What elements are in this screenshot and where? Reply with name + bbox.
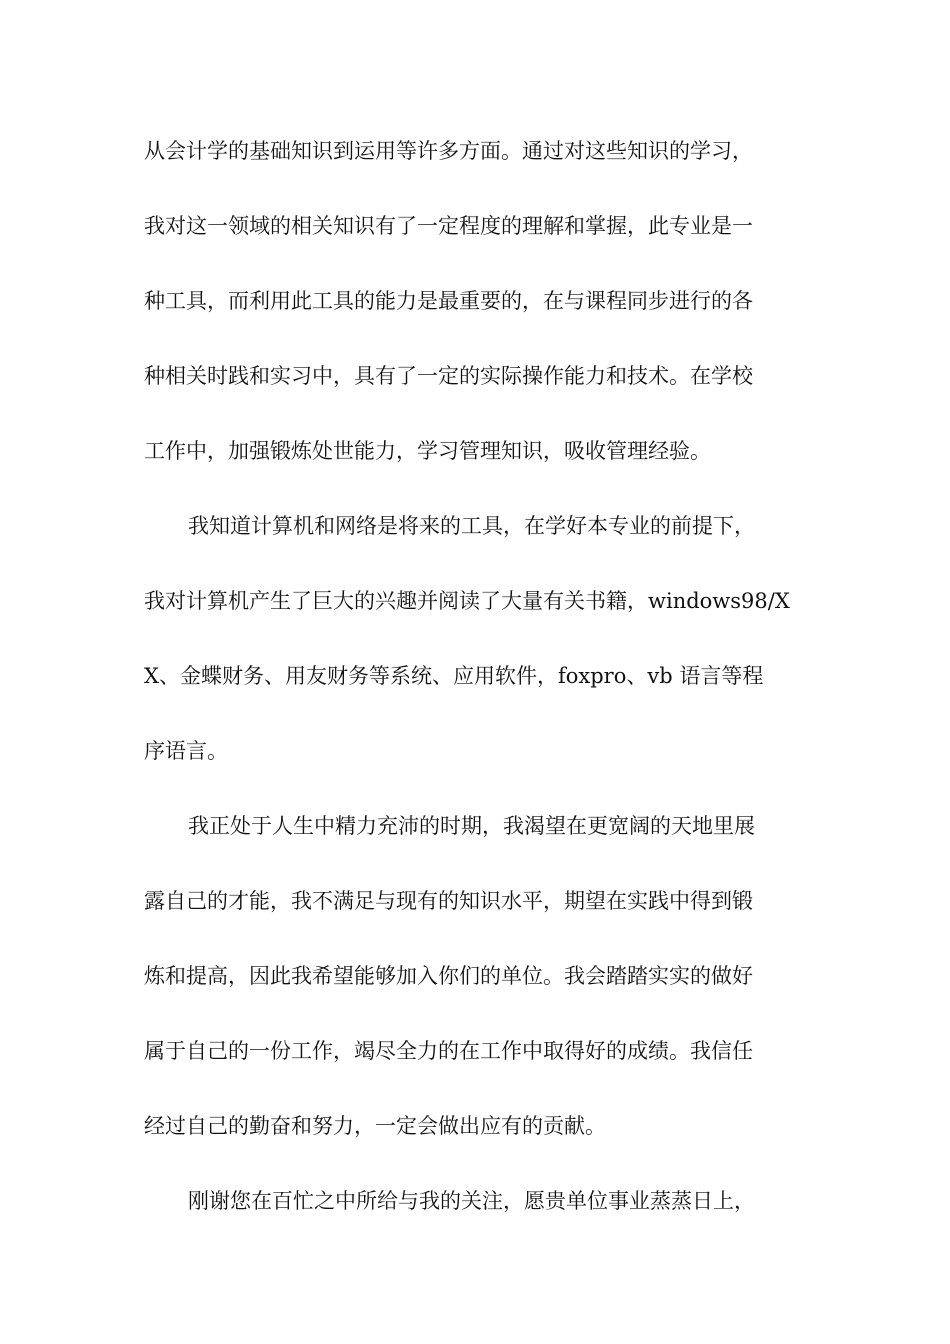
paragraph-1-line-4: 种相关时践和实习中，具有了一定的实际操作能力和技术。在学校: [144, 364, 753, 388]
paragraph-2-line-2: 我对计算机产生了巨大的兴趣并阅读了大量有关书籍，windows98/X: [144, 589, 790, 613]
paragraph-1-line-2: 我对这一领域的相关知识有了一定程度的理解和掌握，此专业是一: [144, 214, 753, 238]
paragraph-4-line-1: 刚谢您在百忙之中所给与我的关注，愿贵单位事业蒸蒸日上，: [188, 1189, 755, 1213]
paragraph-2-line-1: 我知道计算机和网络是将来的工具，在学好本专业的前提下，: [188, 514, 755, 538]
paragraph-3-line-3: 炼和提高，因此我希望能够加入你们的单位。我会踏踏实实的做好: [144, 964, 753, 988]
paragraph-3-line-5: 经过自己的勤奋和努力，一定会做出应有的贡献。: [144, 1114, 606, 1138]
paragraph-3-line-1: 我正处于人生中精力充沛的时期，我渴望在更宽阔的天地里展: [188, 814, 755, 838]
paragraph-1-line-1: 从会计学的基础知识到运用等许多方面。通过对这些知识的学习，: [144, 139, 753, 163]
paragraph-3-line-2: 露自己的才能，我不满足与现有的知识水平，期望在实践中得到锻: [144, 889, 753, 913]
paragraph-1-line-5: 工作中，加强锻炼处世能力，学习管理知识，吸收管理经验。: [144, 439, 711, 463]
paragraph-1-line-3: 种工具，而利用此工具的能力是最重要的，在与课程同步进行的各: [144, 289, 753, 313]
paragraph-2-line-4: 序语言。: [144, 739, 228, 763]
paragraph-2-line-3: X、金蝶财务、用友财务等系统、应用软件，foxpro、vb 语言等程: [144, 664, 764, 688]
paragraph-3-line-4: 属于自己的一份工作，竭尽全力的在工作中取得好的成绩。我信任: [144, 1039, 753, 1063]
